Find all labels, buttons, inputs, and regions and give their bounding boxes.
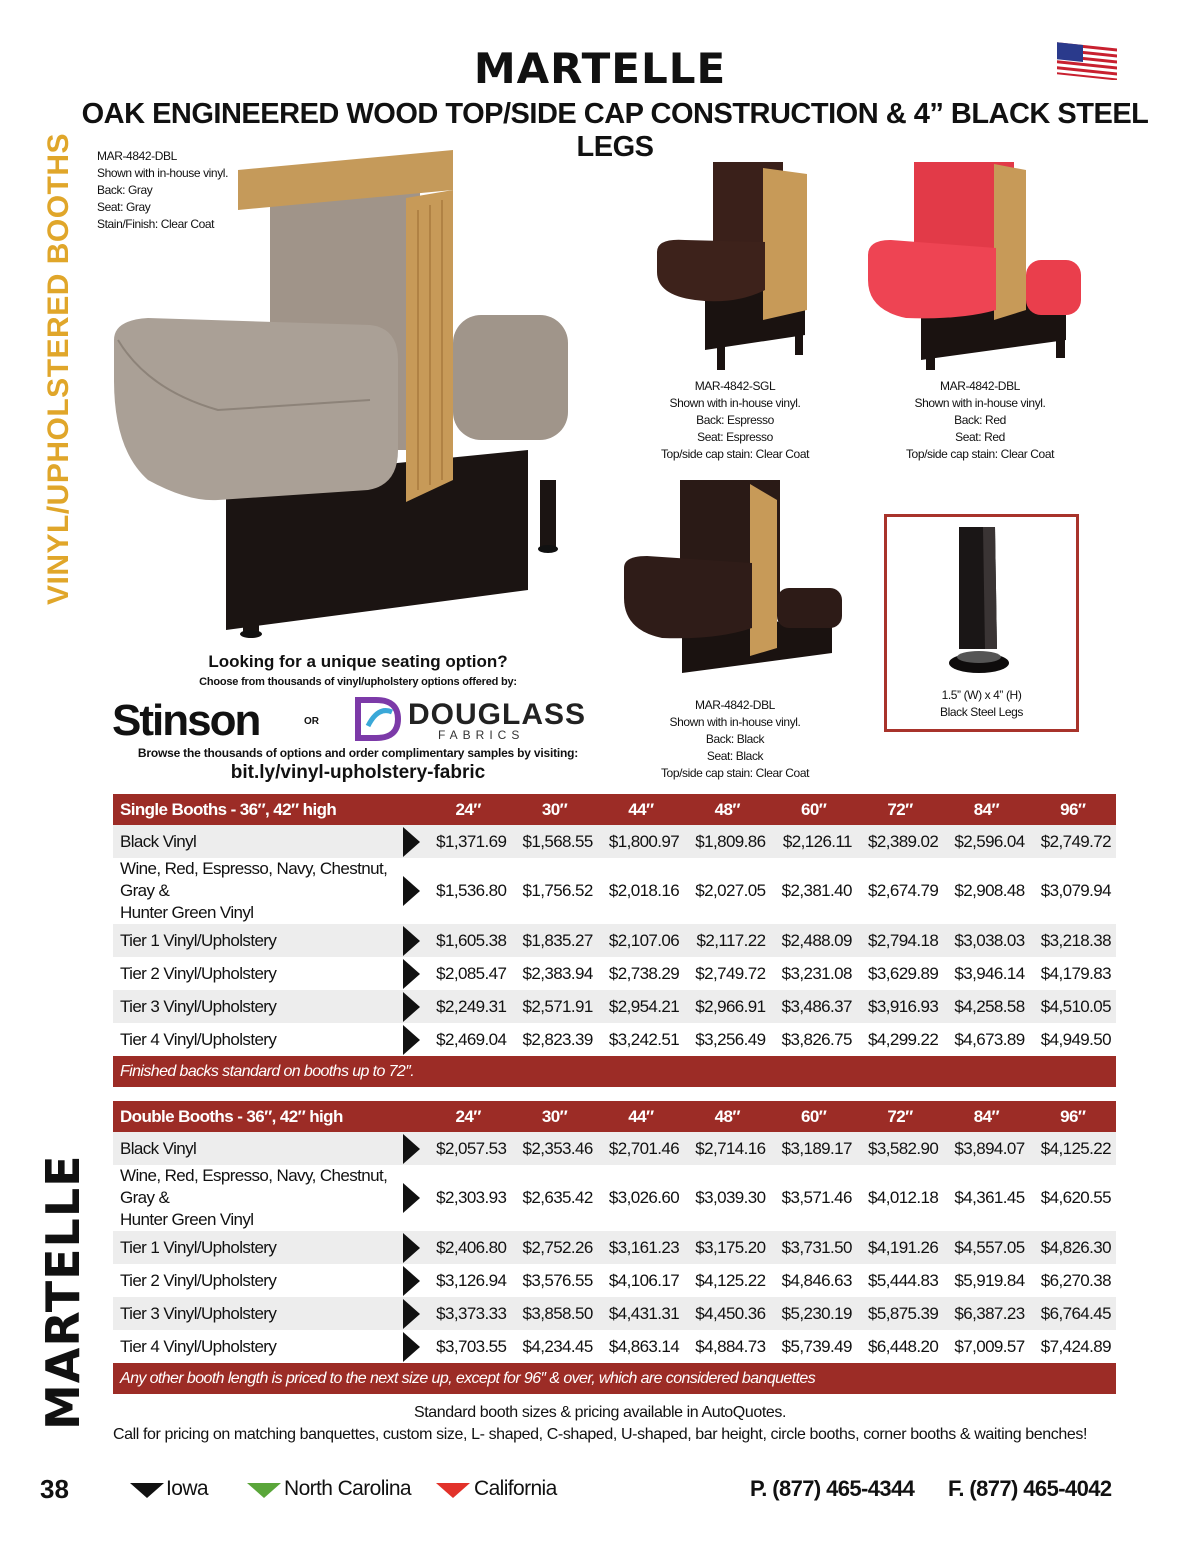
row-arrow-icon (403, 959, 420, 989)
price-cell: $3,731.50 (771, 1231, 857, 1264)
footer-note (0, 1402, 1200, 1446)
price-cell: $6,764.45 (1030, 1297, 1116, 1330)
price-cell: $2,085.47 (436, 963, 507, 983)
size-header: 60″ (771, 1101, 857, 1132)
price-cell: $3,126.94 (436, 1270, 507, 1290)
fabric-logos (108, 692, 608, 746)
row-arrow-icon (403, 1134, 420, 1164)
price-cell: $4,673.89 (954, 1029, 1025, 1049)
row-label: Black Vinyl (113, 1132, 403, 1165)
california-triangle-icon (436, 1483, 470, 1498)
price-cell: $4,884.73 (695, 1336, 766, 1356)
price-cell: $3,256.49 (695, 1029, 766, 1049)
price-cell: $2,954.21 (598, 990, 684, 1023)
price-cell: $5,230.19 (771, 1297, 857, 1330)
page-number: 38 (40, 1474, 69, 1504)
table-row (113, 957, 1116, 990)
table-note: Any other booth length is priced to the next size up, except for 96″ & over, which are considered banquettes (113, 1363, 1116, 1394)
size-header: 72″ (857, 1101, 943, 1132)
price-cell: $2,752.26 (511, 1231, 597, 1264)
row-arrow-icon (403, 827, 420, 857)
price-cell: $3,582.90 (857, 1132, 943, 1165)
price-cell: $2,469.04 (436, 1029, 507, 1049)
price-cell: $7,424.89 (1040, 1336, 1111, 1356)
price-cell: $3,231.08 (781, 963, 852, 983)
size-header: 24″ (425, 794, 511, 825)
price-cell: $4,863.14 (608, 1336, 680, 1356)
price-cell: $4,258.58 (943, 990, 1029, 1023)
table-header-row (113, 794, 1116, 825)
table-row (113, 1330, 1116, 1363)
price-cell: $3,703.55 (436, 1336, 507, 1356)
size-header: 72″ (857, 794, 943, 825)
price-cell: $2,714.16 (684, 1132, 770, 1165)
row-label: Tier 3 Vinyl/Upholstery (113, 1297, 403, 1330)
price-cell: $4,846.63 (781, 1270, 852, 1290)
price-cell: $3,571.46 (781, 1188, 852, 1207)
row-arrow-icon (403, 1233, 420, 1263)
price-cell: $2,027.05 (695, 881, 766, 900)
price-cell: $4,620.55 (1040, 1188, 1111, 1207)
price-cell: $4,431.31 (598, 1297, 684, 1330)
promo-question: Looking for a unique seating option? (208, 652, 508, 671)
row-label: Black Vinyl (113, 825, 403, 858)
row-arrow-icon (403, 1025, 420, 1055)
iowa-triangle-icon (130, 1483, 164, 1498)
price-cell: $2,908.48 (954, 881, 1025, 900)
arrow-col (403, 1101, 425, 1132)
caption-black: MAR-4842-DBL Shown with in-house vinyl. Back: Black Seat: Black Top/side cap stain: Clear Coat (660, 698, 810, 780)
page-title: MARTELLE (473, 44, 727, 93)
promo-browse: Browse the thousands of options and order complimentary samples by visiting: (137, 746, 579, 760)
price-cell: $2,381.40 (781, 881, 852, 900)
size-header: 96″ (1030, 1101, 1116, 1132)
size-header: 48″ (684, 794, 770, 825)
price-cell: $2,107.06 (598, 924, 684, 957)
price-cell: $1,809.86 (684, 825, 770, 858)
single-booths-table (113, 794, 1116, 1087)
price-cell: $3,946.14 (954, 963, 1025, 983)
price-cell: $3,079.94 (1040, 881, 1111, 900)
category-side-label: VINYL/UPHOLSTERED BOOTHS (42, 132, 75, 605)
price-cell: $2,674.79 (868, 881, 939, 900)
price-cell: $3,576.55 (522, 1270, 593, 1290)
price-cell: $2,057.53 (425, 1132, 511, 1165)
fax-number: F. (877) 465-4042 (948, 1476, 1112, 1501)
price-cell: $4,106.17 (608, 1270, 680, 1290)
steel-leg-image-box (884, 514, 1079, 732)
price-cell: $3,189.17 (771, 1132, 857, 1165)
price-cell: $2,117.22 (684, 924, 770, 957)
row-arrow-icon (403, 1299, 420, 1329)
price-cell: $1,835.27 (511, 924, 597, 957)
row-label: Tier 2 Vinyl/Upholstery (120, 1270, 277, 1290)
footer-note-line2: Call for pricing on matching banquettes, custom size, L- shaped, C-shaped, U-shaped, bar height, circle booths, corner booths & waiting benches! (112, 1426, 1088, 1443)
caption-espresso: MAR-4842-SGL Shown with in-house vinyl. Back: Espresso Seat: Espresso Top/side cap stain: Clear Coat (660, 379, 810, 461)
caption-red: MAR-4842-DBL Shown with in-house vinyl. Back: Red Seat: Red Top/side cap stain: Clear Coat (905, 379, 1055, 461)
price-cell: $1,605.38 (425, 924, 511, 957)
or-label: OR (304, 716, 319, 727)
booth-image-red (866, 160, 1084, 375)
price-cell: $2,794.18 (857, 924, 943, 957)
table-row (113, 924, 1116, 957)
price-cell: $2,383.94 (522, 963, 593, 983)
north-carolina-triangle-icon (247, 1483, 281, 1498)
price-cell: $6,448.20 (868, 1336, 939, 1356)
price-cell: $2,749.72 (1030, 825, 1116, 858)
fabric-url-link[interactable]: bit.ly/vinyl-upholstery-fabric (230, 762, 486, 783)
price-cell: $4,949.50 (1040, 1029, 1111, 1049)
size-header: 30″ (511, 794, 597, 825)
promo-subtext: Choose from thousands of vinyl/upholstery options offered by: (199, 676, 517, 688)
caption-legs: 1.5” (W) x 4” (H) Black Steel Legs (940, 688, 1023, 719)
table-row (113, 1297, 1116, 1330)
price-cell: $2,701.46 (598, 1132, 684, 1165)
price-cell: $6,270.38 (1040, 1270, 1111, 1290)
price-cell: $6,387.23 (943, 1297, 1029, 1330)
stinson-logo: Stinson (112, 696, 260, 745)
row-arrow-icon (403, 1183, 420, 1213)
booth-image-black (622, 478, 844, 678)
brand-side-label: MARTELLE (36, 1154, 90, 1430)
table-note-row (113, 1363, 1116, 1394)
price-cell: $4,361.45 (954, 1188, 1025, 1207)
price-cell: $2,571.91 (511, 990, 597, 1023)
price-cell: $3,038.03 (943, 924, 1029, 957)
douglass-logo: DOUGLASS (408, 698, 587, 731)
page-subtitle: OAK ENGINEERED WOOD TOP/SIDE CAP CONSTRUCTION & 4” BLACK STEEL LEGS (81, 98, 1149, 163)
price-cell: $1,371.69 (425, 825, 511, 858)
price-cell: $2,303.93 (436, 1188, 507, 1207)
row-label: Tier 3 Vinyl/Upholstery (113, 990, 403, 1023)
price-cell: $2,126.11 (771, 825, 857, 858)
table-row (113, 990, 1116, 1023)
table-row (113, 825, 1116, 858)
row-label: Wine, Red, Espresso, Navy, Chestnut, Gray & Hunter Green Vinyl (120, 1166, 388, 1229)
price-cell: $4,012.18 (868, 1188, 939, 1207)
size-header: 24″ (425, 1101, 511, 1132)
row-label: Tier 2 Vinyl/Upholstery (120, 963, 277, 983)
price-cell: $1,568.55 (511, 825, 597, 858)
size-header: 44″ (598, 1101, 684, 1132)
table-row (113, 1165, 1116, 1231)
price-cell: $2,966.91 (684, 990, 770, 1023)
row-label: Tier 4 Vinyl/Upholstery (120, 1336, 277, 1356)
price-cell: $2,389.02 (857, 825, 943, 858)
row-label: Tier 1 Vinyl/Upholstery (113, 924, 403, 957)
price-cell: $3,894.07 (943, 1132, 1029, 1165)
us-flag-icon (1055, 42, 1119, 80)
price-cell: $4,557.05 (943, 1231, 1029, 1264)
price-cell: $3,161.23 (598, 1231, 684, 1264)
size-header: 30″ (511, 1101, 597, 1132)
price-cell: $3,629.89 (868, 963, 939, 983)
price-cell: $4,125.22 (695, 1270, 766, 1290)
price-cell: $3,826.75 (781, 1029, 852, 1049)
price-cell: $2,738.29 (608, 963, 680, 983)
price-cell: $3,486.37 (771, 990, 857, 1023)
row-arrow-icon (403, 926, 420, 956)
booth-image-espresso (655, 160, 810, 375)
price-cell: $3,026.60 (608, 1188, 680, 1207)
price-cell: $3,373.33 (425, 1297, 511, 1330)
table-note: Finished backs standard on booths up to 72″. (113, 1056, 1116, 1087)
location-iowa: Iowa (166, 1477, 208, 1500)
price-cell: $5,444.83 (868, 1270, 939, 1290)
price-cell: $2,018.16 (608, 881, 680, 900)
price-cell: $2,749.72 (695, 963, 766, 983)
price-cell: $1,756.52 (522, 881, 593, 900)
size-header: 48″ (684, 1101, 770, 1132)
location-north-carolina: North Carolina (284, 1477, 411, 1500)
size-header: 84″ (943, 794, 1029, 825)
price-cell: $3,175.20 (684, 1231, 770, 1264)
table-row (113, 1023, 1116, 1056)
row-label: Tier 4 Vinyl/Upholstery (120, 1029, 277, 1049)
row-label: Tier 1 Vinyl/Upholstery (113, 1231, 403, 1264)
row-arrow-icon (403, 1332, 420, 1362)
price-cell: $4,510.05 (1030, 990, 1116, 1023)
location-california: California (474, 1477, 557, 1500)
price-cell: $4,125.22 (1030, 1132, 1116, 1165)
phone-number[interactable]: P. (877) 465-4344 (750, 1476, 915, 1501)
price-cell: $5,739.49 (781, 1336, 852, 1356)
price-cell: $4,826.30 (1030, 1231, 1116, 1264)
price-cell: $5,875.39 (857, 1297, 943, 1330)
caption-gray: MAR-4842-DBL Shown with in-house vinyl. Back: Gray Seat: Gray Stain/Finish: Clear Coat (97, 149, 229, 231)
table-row (113, 858, 1116, 924)
price-cell: $2,406.80 (425, 1231, 511, 1264)
price-cell: $2,635.42 (522, 1188, 593, 1207)
douglass-d-icon (352, 696, 402, 742)
steel-leg-icon (887, 517, 1076, 677)
table-title: Double Booths - 36″, 42″ high (113, 1101, 403, 1132)
price-cell: $2,823.39 (522, 1029, 593, 1049)
douglass-fabrics-text: FABRICS (438, 728, 525, 742)
price-cell: $3,916.93 (857, 990, 943, 1023)
row-label: Wine, Red, Espresso, Navy, Chestnut, Gray & Hunter Green Vinyl (120, 859, 388, 922)
price-cell: $4,234.45 (522, 1336, 593, 1356)
price-cell: $1,536.80 (436, 881, 507, 900)
price-cell: $4,299.22 (868, 1029, 939, 1049)
price-cell: $4,450.36 (684, 1297, 770, 1330)
size-header: 44″ (598, 794, 684, 825)
price-cell: $3,858.50 (511, 1297, 597, 1330)
row-arrow-icon (403, 1266, 420, 1296)
price-cell: $4,179.83 (1040, 963, 1111, 983)
size-header: 60″ (771, 794, 857, 825)
price-cell: $1,800.97 (598, 825, 684, 858)
row-arrow-icon (403, 876, 420, 906)
size-header: 96″ (1030, 794, 1116, 825)
price-cell: $3,218.38 (1030, 924, 1116, 957)
table-title: Single Booths - 36″, 42″ high (113, 794, 403, 825)
size-header: 84″ (943, 1101, 1029, 1132)
row-arrow-icon (403, 992, 420, 1022)
double-booths-table (113, 1101, 1116, 1394)
table-note-row (113, 1056, 1116, 1087)
price-cell: $5,919.84 (954, 1270, 1025, 1290)
table-header-row (113, 1101, 1116, 1132)
price-cell: $3,242.51 (608, 1029, 680, 1049)
footer-note-line1: Standard booth sizes & pricing available in AutoQuotes. (413, 1404, 787, 1421)
fabric-promo (108, 652, 608, 784)
table-row (113, 1231, 1116, 1264)
price-cell: $4,191.26 (857, 1231, 943, 1264)
arrow-col (403, 794, 425, 825)
price-cell: $2,596.04 (943, 825, 1029, 858)
table-row (113, 1132, 1116, 1165)
price-cell: $2,488.09 (771, 924, 857, 957)
price-cell: $2,249.31 (425, 990, 511, 1023)
price-cell: $2,353.46 (511, 1132, 597, 1165)
price-cell: $7,009.57 (954, 1336, 1025, 1356)
table-row (113, 1264, 1116, 1297)
price-cell: $3,039.30 (695, 1188, 766, 1207)
